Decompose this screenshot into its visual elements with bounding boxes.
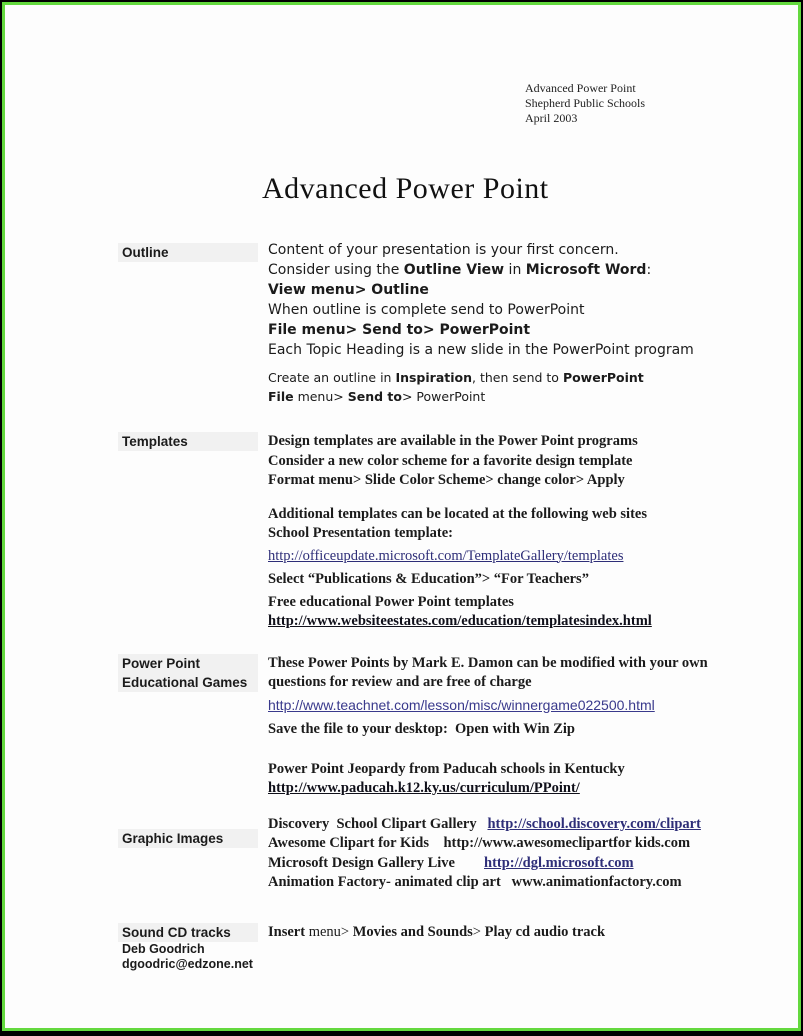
text-span: Microsoft Design Gallery Live bbox=[268, 854, 484, 871]
hyperlink[interactable]: http://dgl.microsoft.com bbox=[484, 854, 634, 871]
text-span: Additional templates can be located at the following web sites bbox=[268, 505, 647, 522]
section-label: Power Point bbox=[118, 654, 258, 673]
text-line bbox=[268, 673, 713, 693]
text-line bbox=[268, 387, 713, 406]
text-span: Power Point Jeopardy from Paducah schools in Kentucky bbox=[268, 760, 625, 777]
text-span: in bbox=[504, 262, 526, 278]
section-sublabel: dgoodric@edzone.net bbox=[122, 956, 253, 971]
text-span: Save the file to your desktop: Open with Win Zip bbox=[268, 721, 575, 737]
text-span: Content of your presentation is your first concern. bbox=[268, 242, 619, 258]
text-span: questions for review and are free of charge bbox=[268, 674, 532, 690]
hyperlink[interactable]: http://www.teachnet.com/lesson/misc/winnergame022500.html bbox=[268, 696, 655, 713]
text-line bbox=[268, 815, 713, 835]
text-line bbox=[268, 300, 713, 320]
hyperlink[interactable]: http://www.websiteestates.com/education/templatesindex.html bbox=[268, 613, 652, 629]
hyperlink[interactable]: http://school.discovery.com/clipart bbox=[487, 815, 701, 832]
text-span: File menu> Send to> PowerPoint bbox=[268, 322, 531, 338]
text-line bbox=[268, 570, 713, 590]
text-span: Movies and Sounds bbox=[352, 923, 473, 940]
text-span: View menu> Outline bbox=[268, 282, 429, 298]
section-label: Educational Games bbox=[118, 673, 258, 692]
text-span: Format menu> Slide Color Scheme> change color> Apply bbox=[268, 472, 625, 488]
text-line bbox=[268, 593, 713, 613]
section-content bbox=[268, 654, 713, 799]
section-content bbox=[268, 815, 713, 893]
section-label: Graphic Images bbox=[118, 829, 258, 848]
text-line bbox=[268, 612, 713, 632]
text-line bbox=[268, 854, 713, 874]
text-span: Create an outline in bbox=[268, 370, 396, 385]
text-line bbox=[268, 368, 713, 387]
text-block bbox=[268, 815, 713, 893]
text-span: , then send to bbox=[472, 370, 563, 385]
header-line-1: Advanced Power Point bbox=[525, 81, 636, 95]
text-block bbox=[268, 368, 713, 406]
text-span: Insert bbox=[268, 923, 306, 940]
section-label: Outline bbox=[118, 243, 258, 262]
text-span: Inspiration bbox=[395, 370, 473, 385]
page-frame bbox=[2, 2, 801, 1031]
text-line bbox=[268, 505, 713, 525]
text-span: Consider a new color scheme for a favorite design template bbox=[268, 452, 633, 469]
text-line bbox=[268, 654, 713, 674]
text-block bbox=[268, 432, 713, 491]
section-label: Templates bbox=[118, 432, 258, 451]
text-block bbox=[268, 505, 713, 632]
section-graphic-images bbox=[118, 815, 798, 893]
section-label-col bbox=[118, 923, 268, 972]
text-span: Discovery School Clipart Gallery bbox=[268, 815, 488, 832]
text-span: File bbox=[268, 389, 294, 404]
section-label-col bbox=[118, 432, 268, 451]
text-span: Free educational Power Point templates bbox=[268, 593, 514, 610]
section-educational-games bbox=[118, 654, 798, 799]
text-span: Select “Publications & Education”> “For Teachers” bbox=[268, 571, 589, 587]
section-label: Sound CD tracks bbox=[118, 923, 258, 942]
text-span: > bbox=[472, 923, 485, 940]
text-line bbox=[268, 760, 713, 780]
hyperlink[interactable]: http://www.paducah.k12.ky.us/curriculum/PPoint/ bbox=[268, 780, 580, 796]
section-label-col bbox=[118, 240, 268, 262]
text-line bbox=[268, 452, 713, 472]
text-span: Design templates are available in the Power Point programs bbox=[268, 433, 638, 449]
text-line bbox=[268, 240, 713, 260]
text-line bbox=[268, 873, 713, 893]
page-header bbox=[525, 81, 798, 126]
text-line bbox=[268, 720, 713, 740]
text-line bbox=[268, 524, 713, 544]
section-content bbox=[268, 432, 713, 632]
header-line-2: Shepherd Public Schools bbox=[525, 96, 645, 110]
section-sublabel: Deb Goodrich bbox=[122, 941, 205, 956]
text-line bbox=[268, 547, 713, 567]
text-span: Each Topic Heading is a new slide in the PowerPoint program bbox=[268, 342, 694, 358]
text-block bbox=[268, 923, 713, 943]
text-line bbox=[268, 320, 713, 340]
text-line bbox=[268, 432, 713, 452]
text-line bbox=[268, 696, 713, 717]
text-span: Animation Factory- animated clip art www.animationfactory.com bbox=[268, 874, 682, 890]
text-line bbox=[268, 260, 713, 280]
hyperlink[interactable]: http://officeupdate.microsoft.com/TemplateGallery/templates bbox=[268, 547, 624, 564]
text-line bbox=[268, 923, 713, 943]
text-span: Outline View bbox=[403, 262, 505, 278]
text-block bbox=[268, 654, 713, 740]
text-line bbox=[268, 779, 713, 799]
header-line-3: April 2003 bbox=[525, 111, 578, 125]
section-label-col bbox=[118, 654, 268, 692]
text-line bbox=[268, 280, 713, 300]
section-outline bbox=[118, 240, 798, 406]
text-line bbox=[268, 340, 713, 360]
text-span: : bbox=[646, 262, 652, 278]
text-block bbox=[268, 760, 713, 799]
section-sound-cd-tracks bbox=[118, 923, 798, 972]
text-span: > PowerPoint bbox=[401, 389, 486, 404]
section-templates bbox=[118, 432, 798, 632]
sections bbox=[5, 240, 798, 972]
text-span: These Power Points by Mark E. Damon can be modified with your own bbox=[268, 654, 708, 671]
text-span: School Presentation template: bbox=[268, 525, 453, 541]
text-span: Awesome Clipart for Kids http://www.awesomeclipartfor kids.com bbox=[268, 835, 691, 851]
text-block bbox=[268, 240, 713, 360]
section-label-col bbox=[118, 815, 268, 848]
text-line bbox=[268, 471, 713, 491]
page-title: Advanced Power Point bbox=[262, 172, 549, 205]
text-span: PowerPoint bbox=[562, 370, 644, 385]
section-content bbox=[268, 923, 713, 943]
text-span: Send to bbox=[347, 389, 402, 404]
text-span: menu> bbox=[293, 389, 348, 404]
text-span: menu> bbox=[305, 923, 353, 940]
text-span: Microsoft Word bbox=[525, 262, 647, 278]
section-content bbox=[268, 240, 713, 406]
text-span: When outline is complete send to PowerPoint bbox=[268, 302, 585, 318]
text-span: Play cd audio track bbox=[484, 923, 606, 940]
text-span: Consider using the bbox=[268, 262, 404, 278]
text-line bbox=[268, 834, 713, 854]
